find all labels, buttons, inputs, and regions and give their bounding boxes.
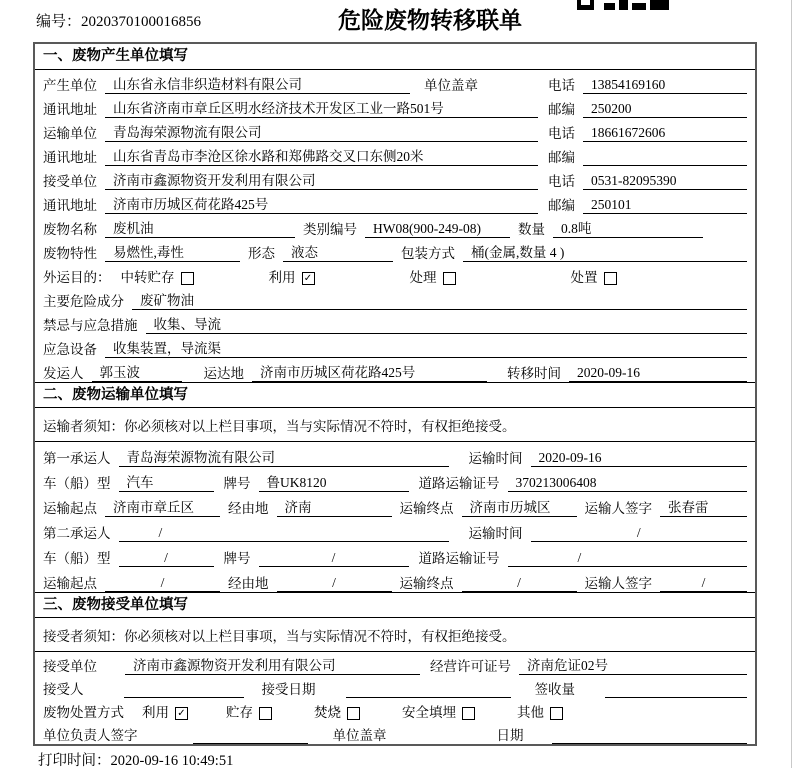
license-label: 经营许可证号 <box>430 659 511 674</box>
transporter-address-label: 通讯地址 <box>43 150 97 165</box>
row-producer-address <box>35 94 755 118</box>
row-producer <box>35 70 755 94</box>
main-hazard-value: 废矿物油 <box>132 292 747 310</box>
checkbox-treat <box>443 272 456 285</box>
vehicle2-type-value: / <box>119 549 214 567</box>
acceptor-label: 接受人 <box>43 682 84 697</box>
acceptor-value <box>124 680 244 698</box>
transporter-zip-label: 邮编 <box>548 150 575 165</box>
route1-sign-value: 张春雷 <box>660 499 747 517</box>
route2-start-value: / <box>105 574 220 592</box>
section3-heading: 三、废物接受单位填写 <box>35 592 755 618</box>
main-hazard-label: 主要危险成分 <box>43 294 124 309</box>
row-route1 <box>35 492 755 517</box>
license-value: 济南危证02号 <box>519 657 747 675</box>
transporter-phone-label: 电话 <box>548 126 575 141</box>
carrier1-time-value: 2020-09-16 <box>531 449 748 467</box>
section2-notice: 运输者须知：你必须核对以上栏目事项，当与实际情况不符时，有权拒绝接受。 <box>35 408 755 442</box>
route2-via-label: 经由地 <box>228 576 269 591</box>
disposal-option-utilize <box>142 704 188 721</box>
print-time-value: 2020-09-16 10:49:51 <box>110 753 234 769</box>
disposal-option-label: 利用 <box>142 705 169 720</box>
waste-qty-value: 0.8吨 <box>553 220 703 238</box>
dispatcher-value: 郭玉波 <box>92 364 182 382</box>
responsible-sign-label: 单位负责人签字 <box>43 728 138 743</box>
waste-name-label: 废物名称 <box>43 222 97 237</box>
route1-via-value: 济南 <box>277 499 392 517</box>
route2-via-value: / <box>277 574 392 592</box>
section2-heading: 二、废物运输单位填写 <box>35 382 755 408</box>
doc-number-value: 2020370100016856 <box>81 14 202 30</box>
producer-address-label: 通讯地址 <box>43 102 97 117</box>
section1-heading: 一、废物产生单位填写 <box>35 44 755 70</box>
carrier1-value: 青岛海荣源物流有限公司 <box>119 449 449 467</box>
row-vehicle2 <box>35 542 755 567</box>
emergency-equipment-value: 收集装置，导流渠 <box>105 340 747 358</box>
vehicle2-plate-value: / <box>259 549 409 567</box>
carrier2-value: / <box>119 524 449 542</box>
transporter-label: 运输单位 <box>43 126 97 141</box>
accept-date-label: 接受日期 <box>261 682 316 697</box>
checkbox-disposal-other <box>550 707 563 720</box>
disposal-option-other <box>517 704 563 721</box>
vehicle2-permit-value: / <box>508 549 748 567</box>
transporter-phone-value: 18661672606 <box>583 124 747 142</box>
accept-unit-value: 济南市鑫源物资开发利用有限公司 <box>125 657 420 675</box>
route1-via-label: 经由地 <box>228 501 269 516</box>
waste-code-value: HW08(900-249-08) <box>365 220 510 238</box>
producer-zip-label: 邮编 <box>548 102 575 117</box>
purpose-option-label: 处置 <box>570 270 598 285</box>
print-time <box>38 749 233 770</box>
producer-phone-label: 电话 <box>548 78 575 93</box>
vehicle2-permit-label: 道路运输证号 <box>418 551 500 566</box>
unit-seal-label: 单位盖章 <box>332 728 387 743</box>
transporter-value: 青岛海荣源物流有限公司 <box>105 124 538 142</box>
purpose-option-dispose <box>571 269 617 286</box>
route1-end-label: 运输终点 <box>399 501 454 516</box>
route2-start-label: 运输起点 <box>43 576 97 591</box>
row-emergency-equipment <box>35 334 755 358</box>
waste-pack-label: 包装方式 <box>401 246 455 261</box>
disposal-option-landfill <box>402 704 475 721</box>
transporter-address-value: 山东省青岛市李沧区徐水路和郑佛路交叉口东侧20米 <box>105 148 538 166</box>
disposal-option-label: 贮存 <box>226 705 253 720</box>
carrier2-time-value: / <box>531 524 748 542</box>
receiver-zip-label: 邮编 <box>548 198 575 213</box>
producer-address-value: 山东省济南市章丘区明水经济技术开发区工业一路501号 <box>105 100 538 118</box>
carrier2-label: 第二承运人 <box>43 526 111 541</box>
purpose-option-label: 利用 <box>268 270 296 285</box>
receiver-label: 接受单位 <box>43 174 97 189</box>
row-acceptance <box>35 675 755 698</box>
receiver-address-value: 济南市历城区荷花路425号 <box>105 196 538 214</box>
transporter-zip-value <box>583 148 747 166</box>
vehicle1-plate-label: 牌号 <box>223 476 251 491</box>
route1-end-value: 济南市历城区 <box>462 499 577 517</box>
purpose-option-label: 处理 <box>409 270 437 285</box>
producer-seal-label: 单位盖章 <box>424 78 478 93</box>
route1-start-label: 运输起点 <box>43 501 97 516</box>
checkbox-disposal-incinerate <box>347 707 360 720</box>
disposal-option-label: 其他 <box>517 705 544 720</box>
waste-props-value: 易燃性,毒性 <box>105 244 240 262</box>
row-accept-unit <box>35 652 755 675</box>
waste-code-label: 类别编号 <box>303 222 357 237</box>
vehicle1-permit-label: 道路运输证号 <box>418 476 500 491</box>
destination-label: 运达地 <box>203 366 244 381</box>
row-carrier1 <box>35 442 755 467</box>
producer-phone-value: 13854169160 <box>583 76 747 94</box>
accept-unit-label: 接受单位 <box>43 659 97 674</box>
waste-form-label: 形态 <box>248 246 275 261</box>
accept-date-value <box>346 680 511 698</box>
row-contraindication <box>35 310 755 334</box>
page-edge-divider <box>791 0 792 768</box>
checkbox-utilize: ✓ <box>302 272 315 285</box>
row-waste-name <box>35 214 755 238</box>
row-dispatch <box>35 358 755 382</box>
route2-end-value: / <box>462 574 577 592</box>
carrier2-time-label: 运输时间 <box>468 526 523 541</box>
carrier1-label: 第一承运人 <box>43 451 111 466</box>
responsible-sign-value <box>193 726 308 744</box>
purpose-label: 外运目的： <box>43 270 111 285</box>
vehicle2-type-label: 车（船）型 <box>43 551 111 566</box>
producer-value: 山东省永信非织造材料有限公司 <box>105 76 410 94</box>
purpose-option-transfer-storage <box>121 269 194 286</box>
row-disposal <box>35 698 755 721</box>
route2-end-label: 运输终点 <box>399 576 454 591</box>
contraindication-value: 收集、导流 <box>146 316 748 334</box>
doc-number-label: 编号： <box>36 14 82 30</box>
emergency-equipment-label: 应急设备 <box>43 342 97 357</box>
checkbox-disposal-utilize: ✓ <box>175 707 188 720</box>
manifest-form <box>33 42 757 746</box>
disposal-option-label: 焚烧 <box>314 705 341 720</box>
disposal-option-storage <box>226 704 272 721</box>
transfer-time-value: 2020-09-16 <box>569 364 747 382</box>
producer-zip-value: 250200 <box>583 100 747 118</box>
row-receiver-address <box>35 190 755 214</box>
receiver-address-label: 通讯地址 <box>43 198 97 213</box>
checkbox-disposal-landfill <box>462 707 475 720</box>
disposal-label: 废物处置方式 <box>43 705 124 720</box>
row-route2 <box>35 567 755 592</box>
waste-pack-value: 桶(金属,数量 4 ) <box>463 244 747 262</box>
carrier1-time-label: 运输时间 <box>468 451 523 466</box>
waste-qty-label: 数量 <box>518 222 545 237</box>
disposal-option-incinerate <box>314 704 360 721</box>
waste-form-value: 液态 <box>283 244 393 262</box>
destination-value: 济南市历城区荷花路425号 <box>252 364 487 382</box>
vehicle1-permit-value: 370213006408 <box>508 474 748 492</box>
route1-sign-label: 运输人签字 <box>584 501 652 516</box>
transfer-time-label: 转移时间 <box>507 366 561 381</box>
contraindication-label: 禁忌与应急措施 <box>43 318 138 333</box>
route2-sign-label: 运输人签字 <box>584 576 652 591</box>
section3-notice: 接受者须知：你必须核对以上栏目事项，当与实际情况不符时，有权拒绝接受。 <box>35 618 755 652</box>
row-waste-props <box>35 238 755 262</box>
row-main-hazard <box>35 286 755 310</box>
route2-sign-value: / <box>660 574 747 592</box>
row-purpose <box>35 262 755 286</box>
receiver-phone-label: 电话 <box>548 174 575 189</box>
disposal-option-label: 安全填埋 <box>402 705 456 720</box>
row-transporter-address <box>35 142 755 166</box>
vehicle1-type-value: 汽车 <box>119 474 214 492</box>
row-receiver <box>35 166 755 190</box>
row-transporter <box>35 118 755 142</box>
receiver-zip-value: 250101 <box>583 196 747 214</box>
print-time-label: 打印时间： <box>38 753 111 769</box>
row-vehicle1 <box>35 467 755 492</box>
purpose-option-utilize <box>269 269 315 286</box>
sign-date-value <box>552 726 748 744</box>
producer-label: 产生单位 <box>43 78 97 93</box>
vehicle1-type-label: 车（船）型 <box>43 476 111 491</box>
purpose-option-treat <box>410 269 456 286</box>
vehicle2-plate-label: 牌号 <box>223 551 251 566</box>
checkbox-dispose <box>604 272 617 285</box>
receiver-value: 济南市鑫源物资开发利用有限公司 <box>105 172 538 190</box>
vehicle1-plate-value: 鲁UK8120 <box>259 474 409 492</box>
page-title: 危险废物转移联单 <box>338 8 522 33</box>
sign-date-label: 日期 <box>496 728 524 743</box>
row-carrier2 <box>35 517 755 542</box>
checkbox-disposal-storage <box>259 707 272 720</box>
waste-props-label: 废物特性 <box>43 246 97 261</box>
purpose-option-label: 中转贮存 <box>120 270 175 285</box>
waste-name-value: 废机油 <box>105 220 295 238</box>
receiver-phone-value: 0531-82095390 <box>583 172 747 190</box>
signed-qty-value <box>605 680 747 698</box>
row-signature <box>35 721 755 744</box>
route1-start-value: 济南市章丘区 <box>105 499 220 517</box>
checkbox-transfer-storage <box>181 272 194 285</box>
signed-qty-label: 签收量 <box>534 682 575 697</box>
qr-code-icon <box>577 0 669 10</box>
dispatcher-label: 发运人 <box>43 366 84 381</box>
